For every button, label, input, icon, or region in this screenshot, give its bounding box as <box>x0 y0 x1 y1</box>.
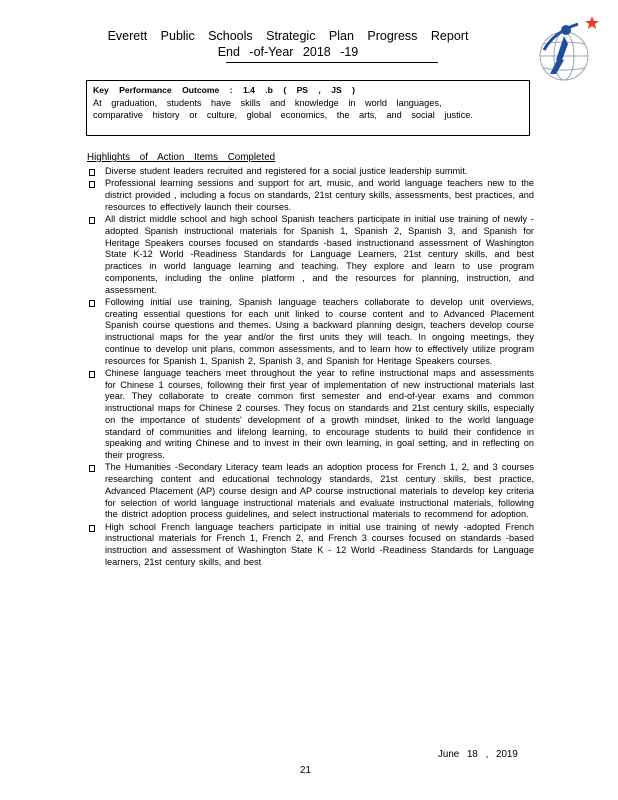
list-item-text: Following initial use training, Spanish language teachers collaborate to develop unit overviews, creating essential questions for each unit linked to course content and to Advanced Placement Spanish course questions and themes. Using a backward planning design, teachers develop course instructional maps for the year and/or the first units they will teach. In ongoing meetings, they continue to develop unit plans, common assessments, and to learn how to effectively utilize program resources for Spanish 1, Spanish 2, Spanish 3, and Spanish for Heritage Speakers courses. <box>105 296 534 366</box>
list-item <box>88 214 534 296</box>
list-item-text: The Humanities -Secondary Literacy team leads an adoption process for French 1, 2, and 3 courses researching content and educational technology standards, 21st century skills, best practice, Advanced Placement (AP) course design and AP course instructional materials to develop key criteria for selection of world language instructional materials and evaluate instructional materials, following the district adoption process guidelines, and select instructional materials to recommend for adoption. <box>105 462 534 520</box>
kpo-text <box>93 97 523 121</box>
list-item <box>88 178 534 213</box>
list-item <box>88 166 534 178</box>
title-underline <box>226 62 438 63</box>
bullet-icon <box>89 300 95 307</box>
kpo-text-line-2: comparative history or culture, global economics, the arts, and social justice. <box>93 110 473 120</box>
kpo-label: Key Performance Outcome : 1.4 .b ( PS , JS ) <box>93 85 355 95</box>
district-logo-icon <box>534 14 600 88</box>
kpo-text-line-1: At graduation, students have skills and knowledge in world languages, <box>93 98 442 108</box>
bullet-icon <box>89 217 95 224</box>
list-item <box>88 522 534 569</box>
key-performance-outcome-box <box>86 80 530 136</box>
report-title-line-2: End -of-Year 2018 -19 <box>217 45 359 59</box>
list-item-text: Diverse student leaders recruited and registered for a social justice leadership summit. <box>105 166 468 176</box>
bullet-icon <box>89 525 95 532</box>
list-item <box>88 297 534 368</box>
report-date: June 18 , 2019 <box>438 749 518 760</box>
list-item <box>88 368 534 462</box>
report-title <box>88 28 488 60</box>
list-item-text: High school French language teachers participate in initial use training of newly -adopted French instructional materials for French 1, French 2, and French 3 courses focused on standards -based instruction and assessment of Washington State K - 12 World -Readiness Standards for Language learners, 21st century skills, and best <box>105 521 534 567</box>
action-items-list <box>88 166 534 569</box>
list-item-text: All district middle school and high school Spanish teachers participate in initial use training of newly -adopted Spanish instructional materials for Spanish 1, Spanish 2, Spanish 3, and Spanish for Heritage Speakers courses focused on standards -based instructionand assessment of Washington State K-12 World -Readiness Standards for Language Learners, 21st century skills, and best practices in world language learning and teaching. They explore and learn to use program components, including the online platform , and the resources for planning, instruction, and assessment. <box>105 214 534 295</box>
page-number: 21 <box>300 765 311 776</box>
list-item <box>88 462 534 521</box>
list-item-text: Professional learning sessions and support for art, music, and world language teachers new to the district provided , including a focus on standards, 21st century skills, assessments, best practices, and resources to effectively launch their courses. <box>105 178 534 212</box>
highlights-heading: Highlights of Action Items Completed <box>87 152 276 163</box>
bullet-icon <box>89 371 95 378</box>
list-item-text: Chinese language teachers meet throughout the year to refine instructional maps and assessments for Chinese 1 courses, following their first year of implementation of new instructional materials last year. They collaborate to create common first semester and end-of-year exams and common instructional maps for Chinese 2 courses. They focus on standards and 21st century skills, especially on the importance of students' development of a growth mindset, linked to the world language standard of communities and lifelong learning, to encourage students to build their confidence in speaking and writing Chinese and to invest in their own learning, in goal setting, and in reflecting on their progress. <box>105 367 534 460</box>
report-title-line-1: Everett Public Schools Strategic Plan Progress Report <box>107 29 469 43</box>
bullet-icon <box>89 169 95 176</box>
bullet-icon <box>89 465 95 472</box>
bullet-icon <box>89 181 95 188</box>
